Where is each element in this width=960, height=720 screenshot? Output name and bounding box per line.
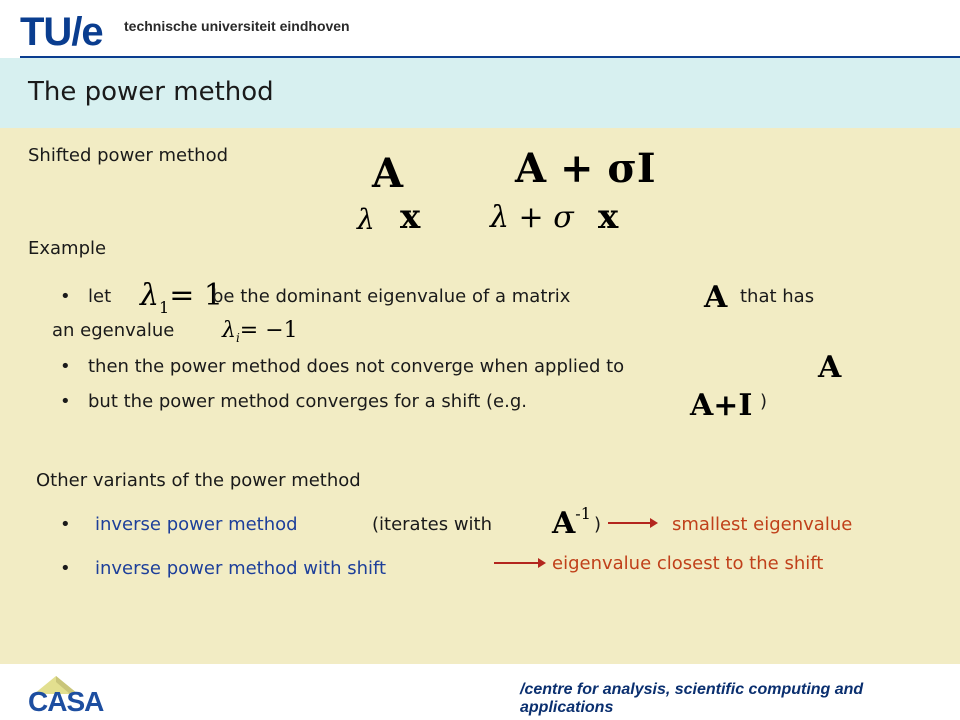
slide-title: The power method bbox=[28, 77, 274, 107]
math-A-plus-sigma-I: A + σI bbox=[515, 145, 656, 192]
math-A-plus-I: A+I bbox=[690, 388, 753, 423]
variant1-name: inverse power method bbox=[95, 514, 298, 535]
bullet1-mid: be the dominant eigenvalue of a matrix bbox=[212, 286, 571, 307]
variant2-result: eigenvalue closest to the shift bbox=[552, 553, 824, 574]
tue-logo: TU/e bbox=[20, 10, 103, 54]
math-A-inverse bbox=[552, 506, 591, 541]
casa-logo-text: CASA bbox=[28, 686, 104, 717]
bullet-dot: • bbox=[60, 286, 71, 307]
A-inverse-sup: -1 bbox=[575, 504, 591, 523]
bullet-dot: • bbox=[60, 514, 71, 535]
variant1-close: ) bbox=[594, 514, 602, 535]
bullet1-end: that has bbox=[740, 286, 815, 307]
bullet1-let: let bbox=[88, 286, 112, 307]
bullet-dot: • bbox=[60, 558, 71, 579]
math-matrix-A-2: A bbox=[818, 350, 842, 385]
lambda1-symbol: λ bbox=[140, 278, 160, 313]
math-x-right: x bbox=[598, 197, 619, 237]
lambda-i-subscript: i bbox=[235, 331, 240, 345]
example-heading: Example bbox=[28, 238, 107, 259]
other-variants-heading: Other variants of the power method bbox=[36, 470, 361, 491]
bullet3-text: but the power method converges for a shift (e.g. bbox=[88, 391, 527, 412]
bullet-dot: • bbox=[60, 356, 71, 377]
math-lambda-i bbox=[222, 318, 298, 343]
university-name: technische universiteit eindhoven bbox=[124, 18, 350, 34]
math-lambda1 bbox=[140, 278, 223, 317]
lambda-i-value: = −1 bbox=[239, 318, 298, 343]
bullet3-close: ) bbox=[760, 391, 768, 412]
header bbox=[0, 0, 960, 58]
bullet1-line2: an egenvalue bbox=[52, 320, 175, 341]
math-lambda-plus-sigma: λ + σ bbox=[490, 200, 574, 235]
variant2-name: inverse power method with shift bbox=[95, 558, 387, 579]
casa-logo bbox=[26, 672, 104, 720]
math-lambda: λ bbox=[357, 203, 375, 236]
footer-text: /centre for analysis, scientific computing and applications bbox=[520, 681, 864, 716]
A-inverse-base: A bbox=[552, 506, 576, 541]
bullet-dot: • bbox=[60, 391, 71, 412]
lambda1-subscript: 1 bbox=[159, 298, 170, 317]
math-A: A bbox=[372, 150, 404, 197]
arrow-right-icon bbox=[608, 516, 658, 530]
arrow-right-icon bbox=[494, 556, 546, 570]
math-matrix-A-1: A bbox=[704, 280, 728, 315]
math-x-left: x bbox=[400, 197, 421, 237]
variant1-paren: (iterates with bbox=[372, 514, 493, 535]
section-heading-shifted: Shifted power method bbox=[28, 145, 229, 166]
lambda1-value: = 1 bbox=[169, 278, 223, 313]
variant1-result: smallest eigenvalue bbox=[672, 514, 853, 535]
bullet2-text: then the power method does not converge when applied to bbox=[88, 356, 625, 377]
lambda-i-symbol: λ bbox=[222, 318, 236, 343]
